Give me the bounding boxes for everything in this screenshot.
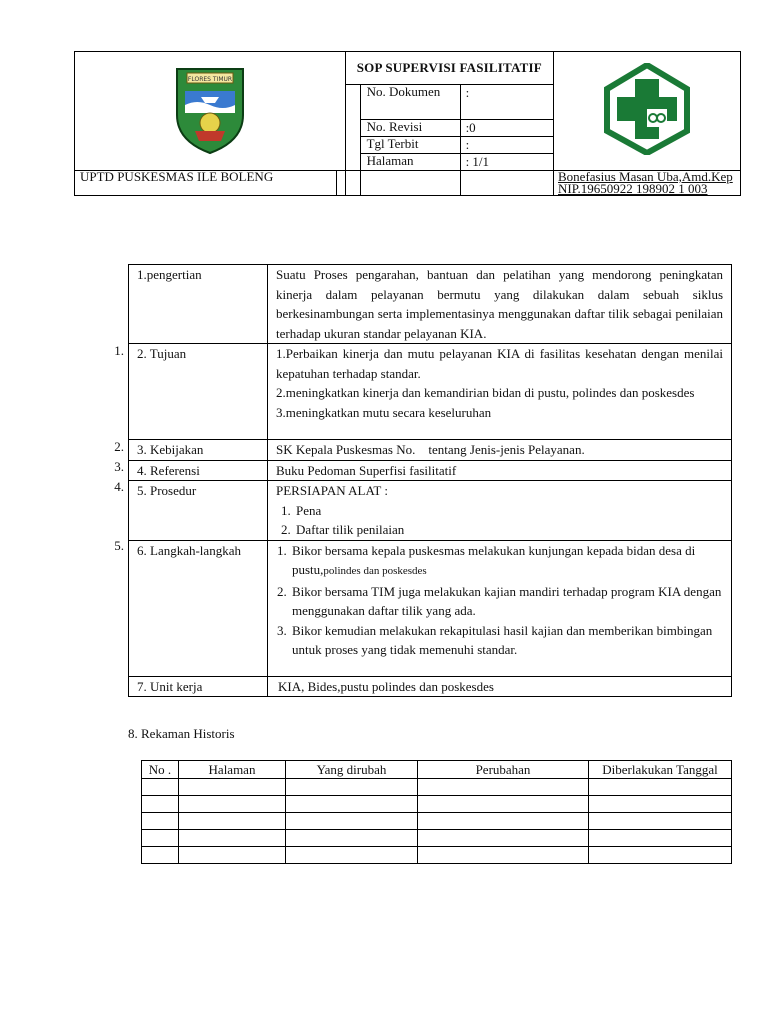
unit-name: UPTD PUSKESMAS ILE BOLENG: [75, 171, 337, 196]
content-kebijakan: SK Kepala Puskesmas No. tentang Jenis-jenis Pelayanan.: [268, 440, 732, 461]
label-prosedur: 5. Prosedur: [129, 481, 268, 541]
table-row: [142, 796, 732, 813]
meta-label-revisi: No. Revisi: [360, 120, 460, 137]
prosedur-item: 1. Pena: [294, 501, 723, 521]
meta-value-terbit: :: [460, 137, 553, 154]
content-prosedur: [268, 481, 732, 541]
meta-value-revisi: :0: [460, 120, 553, 137]
rekaman-header: Perubahan: [418, 761, 589, 779]
rekaman-title: 8. Rekaman Historis: [128, 726, 235, 741]
row-unit-kerja: [129, 676, 732, 697]
row-referensi: [129, 460, 732, 481]
table-row: [142, 813, 732, 830]
row-tujuan: [129, 344, 732, 440]
row-number: 2.: [114, 439, 124, 454]
rekaman-header: Diberlakukan Tanggal: [589, 761, 732, 779]
meta-label-halaman: Halaman: [360, 154, 460, 171]
row-kebijakan: [129, 440, 732, 461]
regency-logo-cell: [75, 52, 346, 171]
signer-block: [554, 171, 741, 196]
meta-label-terbit: Tgl Terbit: [360, 137, 460, 154]
content-tujuan: [268, 344, 732, 440]
label-pengertian: 1.pengertian: [129, 265, 268, 344]
langkah-item: [290, 541, 723, 582]
tujuan-item: 2.meningkatkan kinerja dan kemandirian bidan di pustu, polindes dan poskesdes: [276, 385, 695, 400]
rekaman-header: No .: [142, 761, 179, 779]
row-prosedur: [129, 481, 732, 541]
unit-kerja-text: KIA, Bides,pustu polindes dan poskesdes: [278, 678, 494, 694]
regency-emblem-icon: [171, 61, 249, 157]
prosedur-item: 2. Daftar tilik penilaian: [294, 520, 723, 540]
rekaman-header: Halaman: [179, 761, 286, 779]
puskesmas-logo-cell: [554, 52, 741, 171]
langkah-item: 3. Bikor kemudian melakukan rekapitulasi hasil kajian dan memberikan bimbingan untuk proses yang tidak memenuhi standar.: [290, 621, 723, 660]
meta-value-halaman: : 1/1: [460, 154, 553, 171]
label-unit-kerja: 7. Unit kerja: [129, 676, 268, 697]
content-langkah: [268, 540, 732, 676]
meta-value-dokumen: :: [460, 85, 553, 120]
document-title: SOP SUPERVISI FASILITATIF: [345, 52, 553, 85]
row-pengertian: [129, 265, 732, 344]
tujuan-item: 3.meningkatkan mutu secara keseluruhan: [276, 404, 492, 420]
content-referensi: Buku Pedoman Superfisi fasilitatif: [268, 460, 732, 481]
prosedur-heading: PERSIAPAN ALAT :: [276, 483, 388, 498]
table-row: [142, 779, 732, 796]
label-langkah: 6. Langkah-langkah: [129, 540, 268, 676]
row-langkah: [129, 540, 732, 676]
table-row: [142, 847, 732, 864]
content-unit-kerja: [268, 676, 732, 697]
langkah-step1-tail: polindes dan poskesdes: [323, 565, 427, 577]
sop-table: [128, 264, 732, 697]
label-referensi: 4. Referensi: [129, 460, 268, 481]
table-row: [142, 830, 732, 847]
tujuan-item: 1.Perbaikan kinerja dan mutu pelayanan KIA di fasilitas kesehatan dengan menilai kepatuhan terhadap standar.: [276, 346, 723, 381]
meta-label-dokumen: No. Dokumen: [360, 85, 460, 120]
puskesmas-logo-icon: [601, 63, 693, 155]
langkah-item: 2. Bikor bersama TIM juga melakukan kajian mandiri terhadap program KIA dengan menggunakan daftar tilik yang ada.: [290, 582, 723, 621]
document-header: [74, 51, 741, 196]
rekaman-header: Yang dirubah: [286, 761, 418, 779]
logo-banner-text: FLORES TIMUR: [187, 76, 232, 83]
label-tujuan: 2. Tujuan: [129, 344, 268, 440]
row-number: 3.: [114, 459, 124, 474]
label-kebijakan: 3. Kebijakan: [129, 440, 268, 461]
rekaman-table: [141, 760, 732, 864]
row-number: 5.: [114, 538, 124, 553]
signer-name: Bonefasius Masan Uba,Amd.Kep: [558, 169, 733, 184]
row-number: 1.: [114, 343, 124, 358]
signer-nip: NIP.19650922 198902 1 003: [558, 181, 708, 196]
row-number: 4.: [114, 479, 124, 494]
langkah-step1-text: Bikor bersama kepala puskesmas melakukan kunjungan kepada bidan desa di pustu,: [292, 542, 696, 577]
content-pengertian: Suatu Proses pengarahan, bantuan dan pelatihan yang mendorong peningkatan kinerja dalam pelayanan bermutu yang dilakukan dalam sebuah siklus berkesinambungan serta implementasinya menggunakan daftar tilik sebagai penilaian terhadap ukuran standar pelayanan KIA.: [268, 265, 732, 344]
rekaman-header-row: [142, 761, 732, 779]
